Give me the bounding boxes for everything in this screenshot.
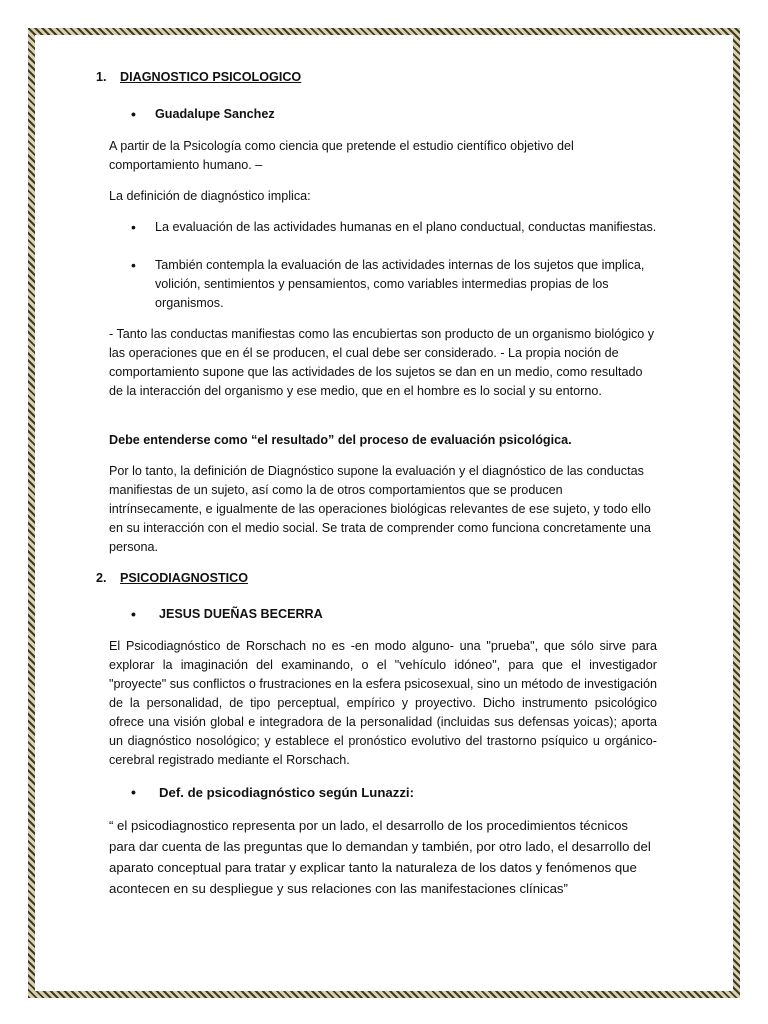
- section-1-intro: A partir de la Psicología como ciencia que pretende el estudio científico objetivo del comportamiento humano. –: [109, 139, 574, 172]
- section-1-number: 1.: [96, 70, 107, 84]
- subheading-text: Def. de psicodiagnóstico según Lunazzi:: [159, 785, 414, 800]
- section-2-title: PSICODIAGNOSTICO: [120, 571, 249, 585]
- list-item-text: La evaluación de las actividades humanas en el plano conductual, conductas manifiestas.: [155, 220, 657, 234]
- section-1-paragraph: Por lo tanto, la definición de Diagnóstico supone la evaluación y el diagnóstico de las conductas manifiestas de un sujeto, así como la de otros comportamientos que se producen intrínsecamente, e igualmente de las operaciones biológicas relevantes de ese sujeto, y todo ello en su interacción con el medio social. Se trata de comprender como funciona concretamente una persona.: [109, 464, 651, 554]
- bullet-icon: •: [131, 106, 136, 122]
- author-name: Guadalupe Sanchez: [155, 107, 275, 121]
- section-1-emphasis: Debe entenderse como “el resultado” del proceso de evaluación psicológica.: [109, 433, 572, 447]
- list-item-text: También contempla la evaluación de las actividades internas de los sujetos que implica, volición, sentimientos y pensamientos, como variables intermedias propias de los organismos.: [155, 258, 645, 310]
- definition-lead: La definición de diagnóstico implica:: [109, 189, 311, 203]
- lunazzi-quote: “ el psicodiagnostico representa por un lado, el desarrollo de los procedimientos técnicos para dar cuenta de las preguntas que lo demandan y también, por otro lado, el desarrollo del aparato conceptual para tratar y explicar tanto la naturaleza de los datos y fenómenos que acontecen en su despliegue y sus relaciones con las manifestaciones clínicas”: [109, 818, 651, 896]
- section-1-title: DIAGNOSTICO PSICOLOGICO: [120, 70, 302, 84]
- bullet-icon: •: [131, 219, 136, 235]
- bullet-icon: •: [131, 784, 136, 800]
- bullet-icon: •: [131, 257, 136, 273]
- list-item: [131, 256, 665, 313]
- list-item: [131, 218, 665, 237]
- section-2-number: 2.: [96, 571, 107, 585]
- section-1-paragraph: - Tanto las conductas manifiestas como las encubiertas son producto de un organismo biológico y las operaciones que en él se producen, el cual debe ser considerado. - La propia noción de comportamiento supone que las actividades de los sujetos se dan en un medio, como resultado de la interacción del organismo y ese medio, que en el hombre es lo social y su entorno.: [109, 327, 655, 398]
- section-1-heading: [96, 68, 301, 87]
- section-2-author: [131, 605, 323, 624]
- section-2-heading: [96, 569, 248, 588]
- author-name: JESUS DUEÑAS BECERRA: [159, 607, 323, 621]
- section-1-author: [131, 105, 275, 124]
- section-2-subheading: [131, 782, 414, 803]
- bullet-icon: •: [131, 606, 136, 622]
- section-2-paragraph: El Psicodiagnóstico de Rorschach no es -en modo alguno- una "prueba", que sólo sirve para explorar la imaginación del examinando, o el "vehículo idóneo", para que el investigador "proyecte" sus conflictos o frustraciones en la esfera psicosexual, sino un método de investigación de la personalidad, de tipo perceptual, empírico y proyectivo. Dicho instrumento psicológico ofrece una visión global e integradora de la personalidad (incluidas sus defensas yoicas); aporta un diagnóstico nosológico; y establece el pronóstico evolutivo del trastorno psíquico u orgánico-cerebral registrado mediante el Rorschach.: [109, 639, 657, 767]
